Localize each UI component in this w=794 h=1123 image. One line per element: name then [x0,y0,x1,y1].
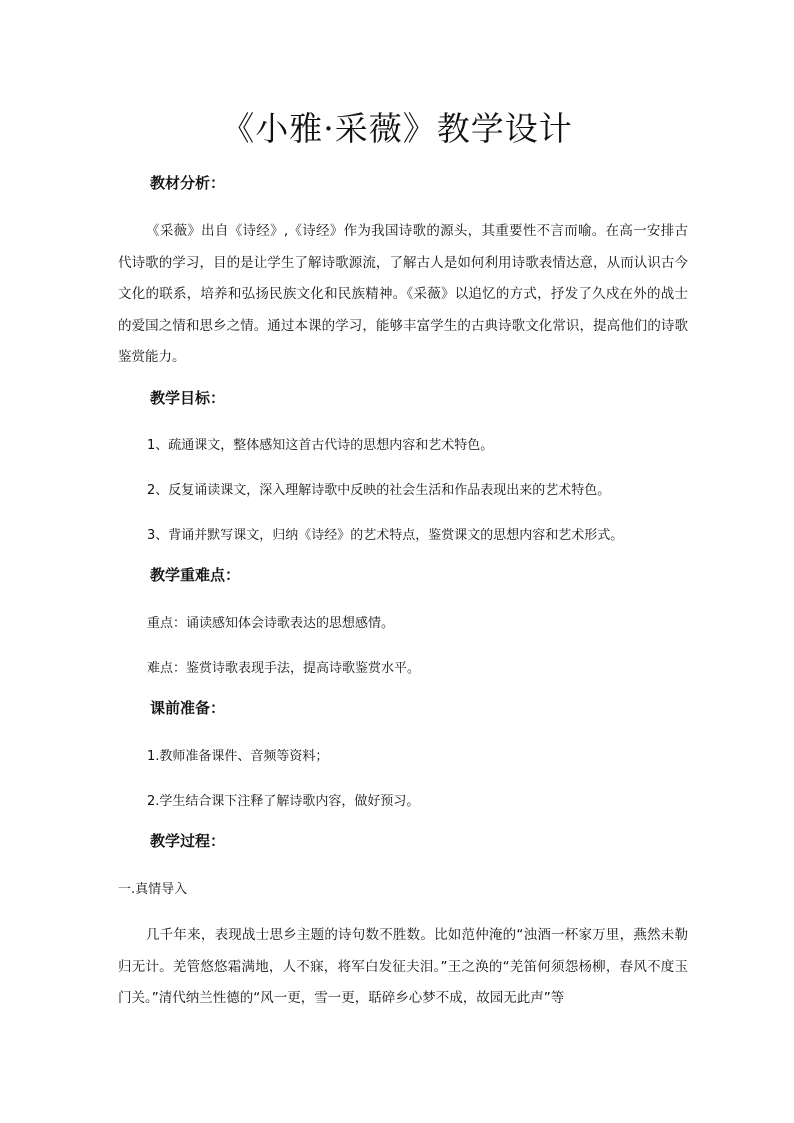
process-paragraph: 几千年来，表现战士思乡主题的诗句数不胜数。比如范仲淹的“浊酒一杯家万里，燕然未勒归无计。羌管悠悠霜满地，人不寐，将军白发征夫泪。”王之涣的“羌笛何须怨杨柳，春风不度玉门关。”清代纳兰性德的“风一更，雪一更，聒碎乡心梦不成，故园无此声”等 [118,927,688,1007]
preparation-heading: 课前准备： [150,699,226,717]
key-points-heading: 教学重难点： [150,566,241,584]
key-point-item: 重点：诵读感知体会诗歌表达的思想感情。 [147,616,395,631]
process-section-title: 一.真情导入 [118,882,188,897]
goals-heading: 教学目标： [150,389,226,407]
preparation-item-2: 2.学生结合课下注释了解诗歌内容，做好预习。 [147,794,420,809]
document-title: 《小雅·采薇》教学设计 [221,109,573,148]
analysis-paragraph: 《采薇》出自《诗经》,《诗经》作为我国诗歌的源头，其重要性不言而喻。在高一安排古代诗歌的学习，目的是让学生了解诗歌源流，了解古人是如何利用诗歌表情达意，从而认识古今文化的联系，培养和弘扬民族文化和民族精神。《采薇》以追忆的方式，抒发了久戍在外的战士的爱国之情和思乡之情。通过本课的学习，能够丰富学生的古典诗歌文化常识，提高他们的诗歌鉴赏能力。 [118,223,688,366]
goal-item-2: 2、反复诵读课文，深入理解诗歌中反映的社会生活和作品表现出来的艺术特色。 [147,483,611,498]
analysis-heading: 教材分析： [150,174,226,192]
goal-item-1: 1、疏通课文，整体感知这首古代诗的思想内容和艺术特色。 [147,438,494,453]
difficult-point-item: 难点：鉴赏诗歌表现手法，提高诗歌鉴赏水平。 [147,661,421,676]
goal-item-3: 3、背诵并默写课文，归纳《诗经》的艺术特点，鉴赏课文的思想内容和艺术形式。 [147,528,624,543]
process-heading: 教学过程： [150,832,226,850]
preparation-item-1: 1.教师准备课件、音频等资料； [147,749,329,764]
